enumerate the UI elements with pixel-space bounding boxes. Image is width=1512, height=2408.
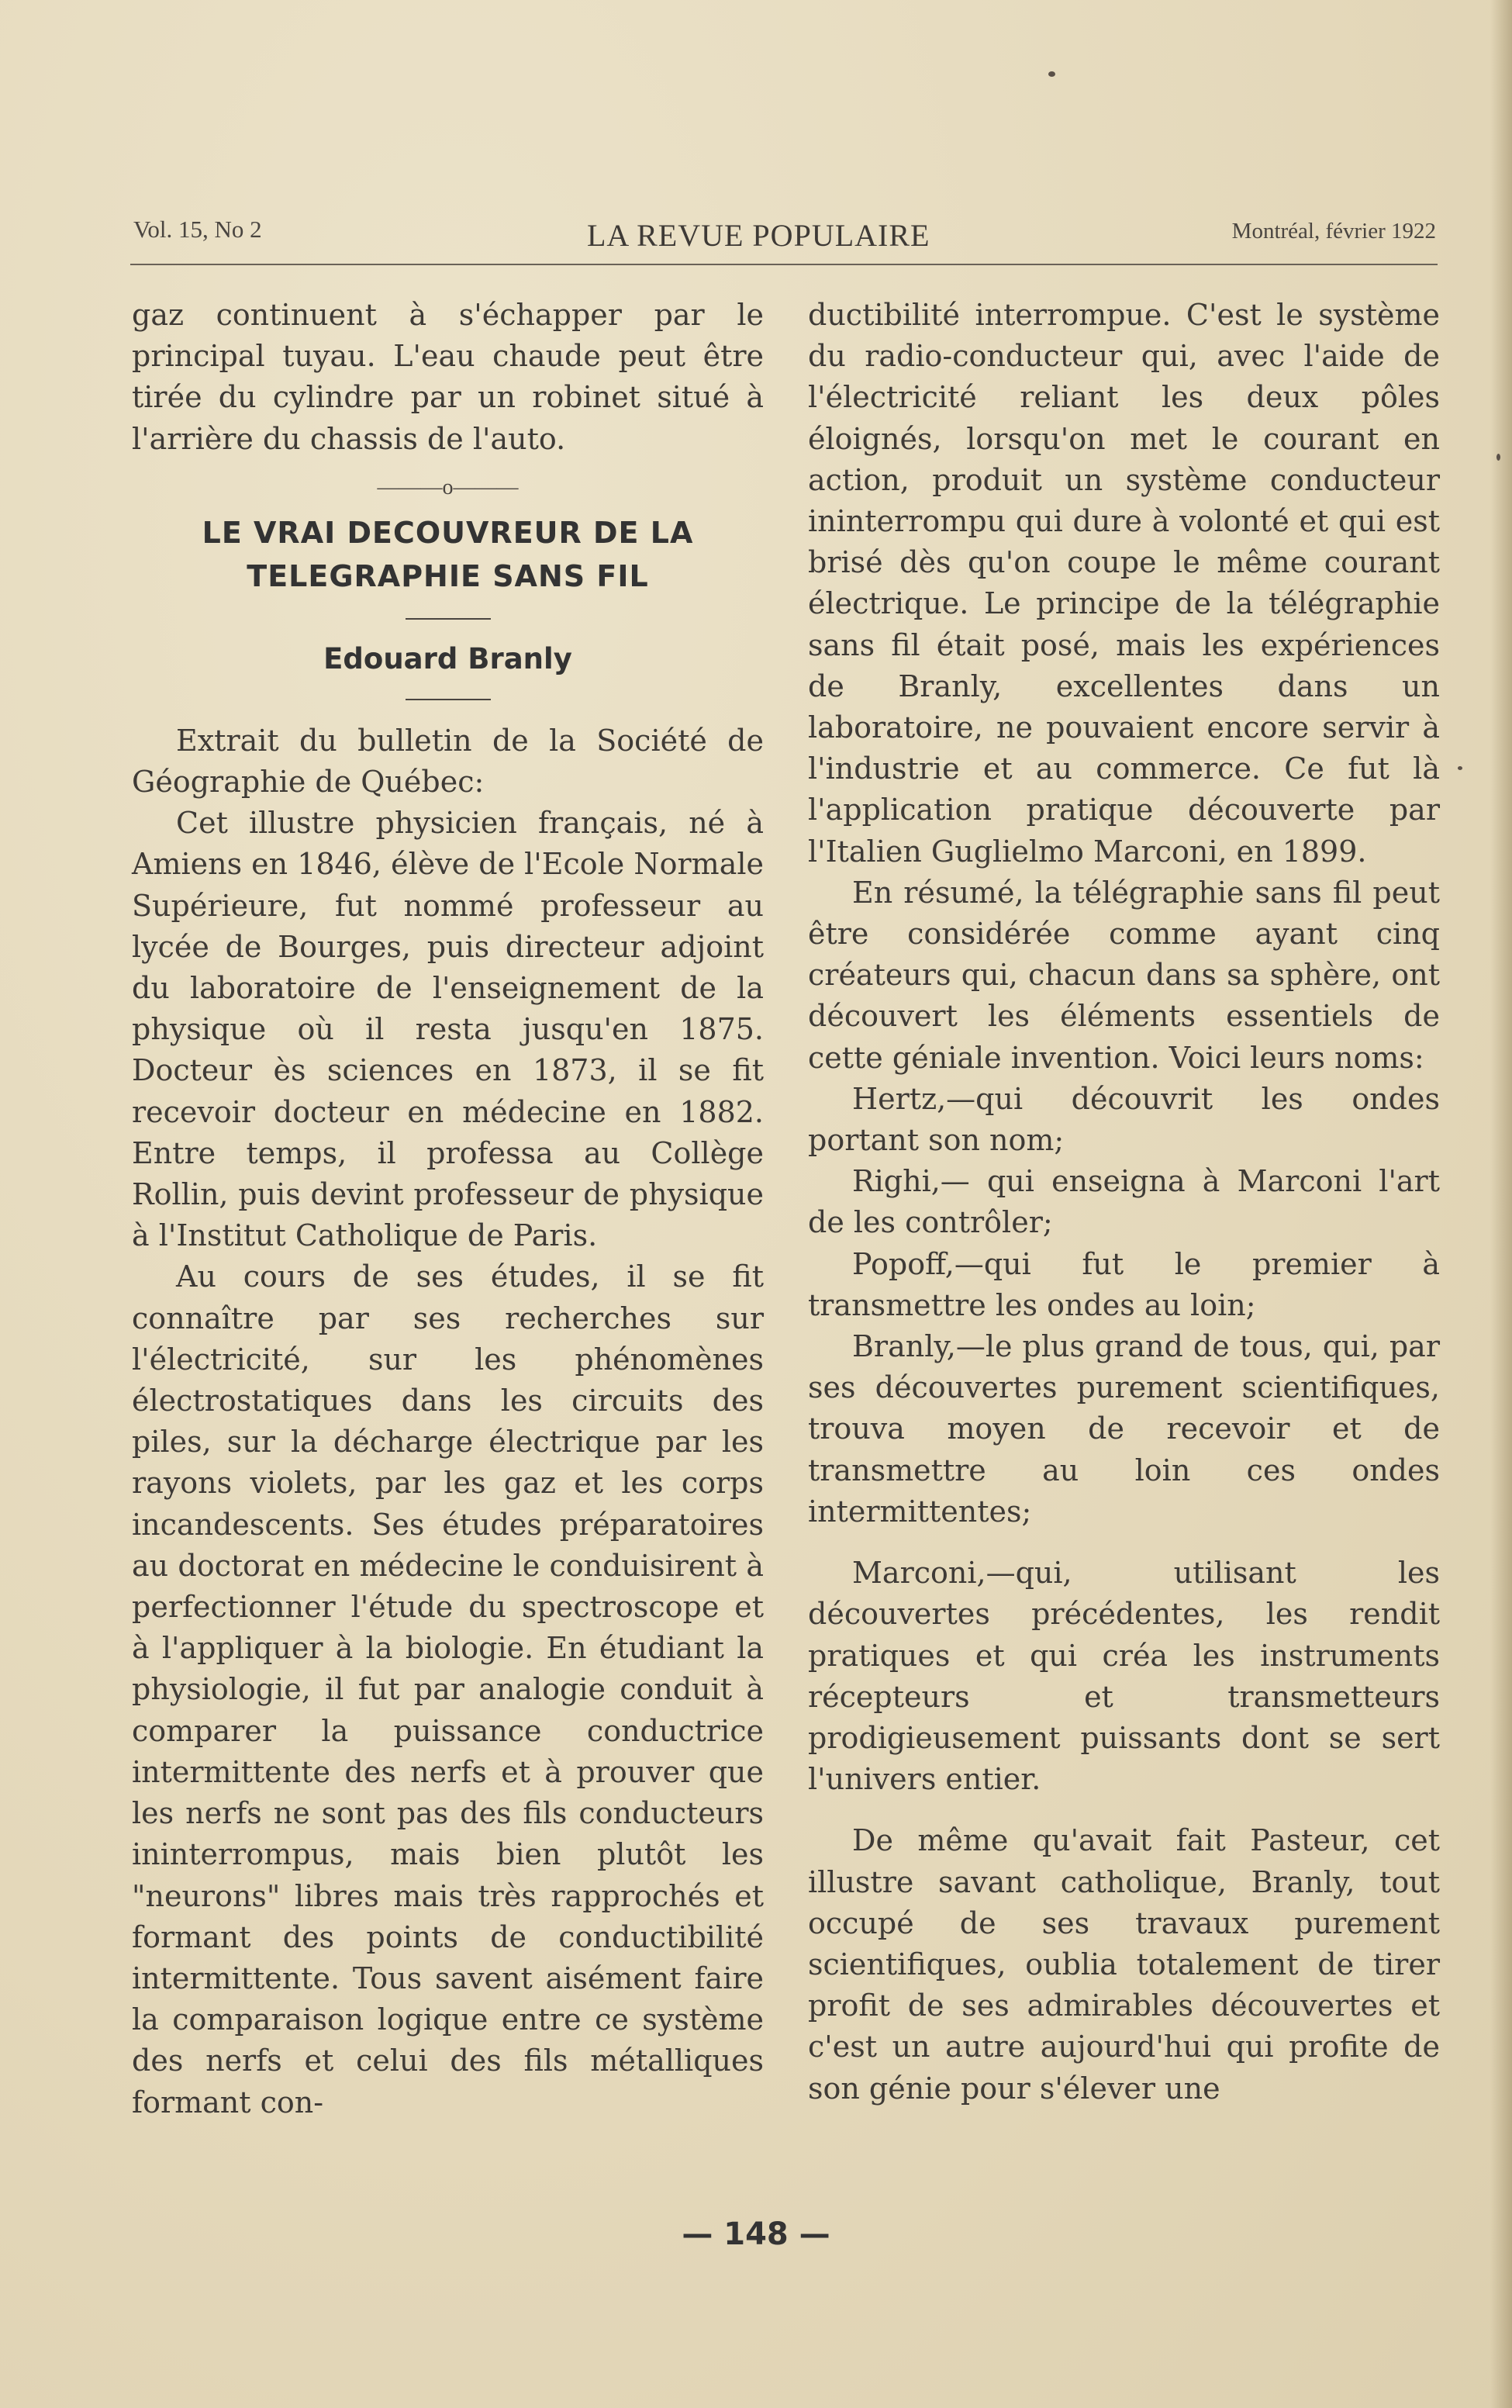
article-paragraph: Extrait du bulletin de la Société de Géographie de Québec: bbox=[132, 723, 764, 800]
paper-speck bbox=[1496, 454, 1500, 461]
article-paragraph: ductibilité interrompue. C'est le système du radio-conducteur qui, avec l'aide de l'électricité reliant les deux pôles éloignés, lorsqu'on met le courant en action, produit un système conducteur ininterrompu qui dure à volonté et qui est brisé dès qu'on coupe le même courant électrique. Le principe de la télégraphie sans fil était posé, mais les expériences de Branly, excellentes dans un laboratoire, ne pouvaient encore servir à l'industrie et au commerce. Ce fut là l'application pratique découverte par l'Italien Guglielmo Marconi, en 1899. bbox=[808, 298, 1440, 869]
article-paragraph: Au cours de ses études, il se fit connaître par ses recherches sur l'électricité, sur les phénomènes électrostatiques dans les circuits des piles, sur la décharge électrique par les rayons violets, par les gaz et les corps incandescents. Ses études préparatoires au doctorat en médecine le conduisirent à perfectionner l'étude du spectroscope et à l'appliquer à la biologie. En étudiant la physiologie, il fut par analogie conduit à comparer la puissance conductrice intermittente des nerfs et à prouver que les nerfs ne sont pas des fils conducteurs ininterrompus, mais bien plutôt les "neurons" libres mais très rapprochés et formant des points de conductibilité intermittente. Tous savent aisément faire la comparaison logique entre ce système des nerfs et celui des fils métalliques formant con- bbox=[132, 1259, 764, 2120]
left-column bbox=[132, 295, 764, 2123]
section-separator: ———o——— bbox=[377, 475, 519, 499]
paragraph-spacer bbox=[808, 1800, 1440, 1820]
paper-speck bbox=[1048, 71, 1055, 77]
article-paragraph: En résumé, la télégraphie sans fil peut être considérée comme ayant cinq créateurs qui, chacun dans sa sphère, ont découvert les éléments essentiels de cette géniale invention. Voici leurs noms: bbox=[808, 875, 1440, 1075]
issue-date: Montréal, février 1922 bbox=[1231, 219, 1436, 244]
article-headline-line-2: TELEGRAPHIE SANS FIL bbox=[247, 558, 649, 593]
header-rule bbox=[130, 264, 1438, 265]
right-column bbox=[808, 295, 1440, 2109]
page-edge-shadow bbox=[1490, 0, 1512, 2408]
article-paragraph: Cet illustre physicien français, né à Amiens en 1846, élève de l'Ecole Normale Supérieure, fut nommé professeur au lycée de Bourges, puis directeur adjoint du laboratoire de l'enseignement de la physique où il resta jusqu'en 1875. Docteur ès sciences en 1873, il se fit recevoir docteur en médecine en 1882. Entre temps, il professa au Collège Rollin, puis devint professeur de physique à l'Institut Catholique de Paris. bbox=[132, 806, 764, 1253]
paragraph-spacer bbox=[808, 1532, 1440, 1553]
running-head bbox=[133, 216, 1436, 254]
volume-label: Vol. 15, No 2 bbox=[133, 216, 262, 243]
article-headline-line-1: LE VRAI DECOUVREUR DE LA bbox=[202, 515, 694, 550]
headline-rule bbox=[406, 618, 491, 620]
article-byline: Edouard Branly bbox=[323, 641, 572, 675]
article-paragraph: De même qu'avait fait Pasteur, cet illustre savant catholique, Branly, tout occupé de ses travaux purement scientifiques, oublia totalement de tirer profit de ses admirables découvertes et c'est un autre aujourd'hui qui profite de son génie pour s'élever une bbox=[808, 1823, 1440, 2106]
page-number: — 148 — bbox=[682, 2216, 830, 2252]
continued-paragraph: gaz continuent à s'échapper par le principal tuyau. L'eau chaude peut être tirée du cylindre par un robinet situé à l'arrière du chassis de l'auto. bbox=[132, 298, 764, 456]
creator-entry-marconi: Marconi,—qui, utilisant les découvertes précédentes, les rendit pratiques et qui créa les instruments récepteurs et transmetteurs prodigieusement puissants dont se sert l'univers entier. bbox=[808, 1556, 1440, 1797]
creator-entry-branly: Branly,—le plus grand de tous, qui, par ses découvertes purement scientifiques, trouva moyen de recevoir et de transmettre au loin ces ondes intermittentes; bbox=[808, 1329, 1440, 1529]
creator-entry-righi: Righi,— qui enseigna à Marconi l'art de les contrôler; bbox=[808, 1164, 1440, 1240]
paper-speck bbox=[1458, 766, 1462, 770]
byline-rule bbox=[406, 699, 491, 700]
publication-title: LA REVUE POPULAIRE bbox=[587, 218, 930, 253]
creator-entry-hertz: Hertz,—qui découvrit les ondes portant son nom; bbox=[808, 1081, 1440, 1158]
creator-entry-popoff: Popoff,—qui fut le premier à transmettre les ondes au loin; bbox=[808, 1246, 1440, 1322]
